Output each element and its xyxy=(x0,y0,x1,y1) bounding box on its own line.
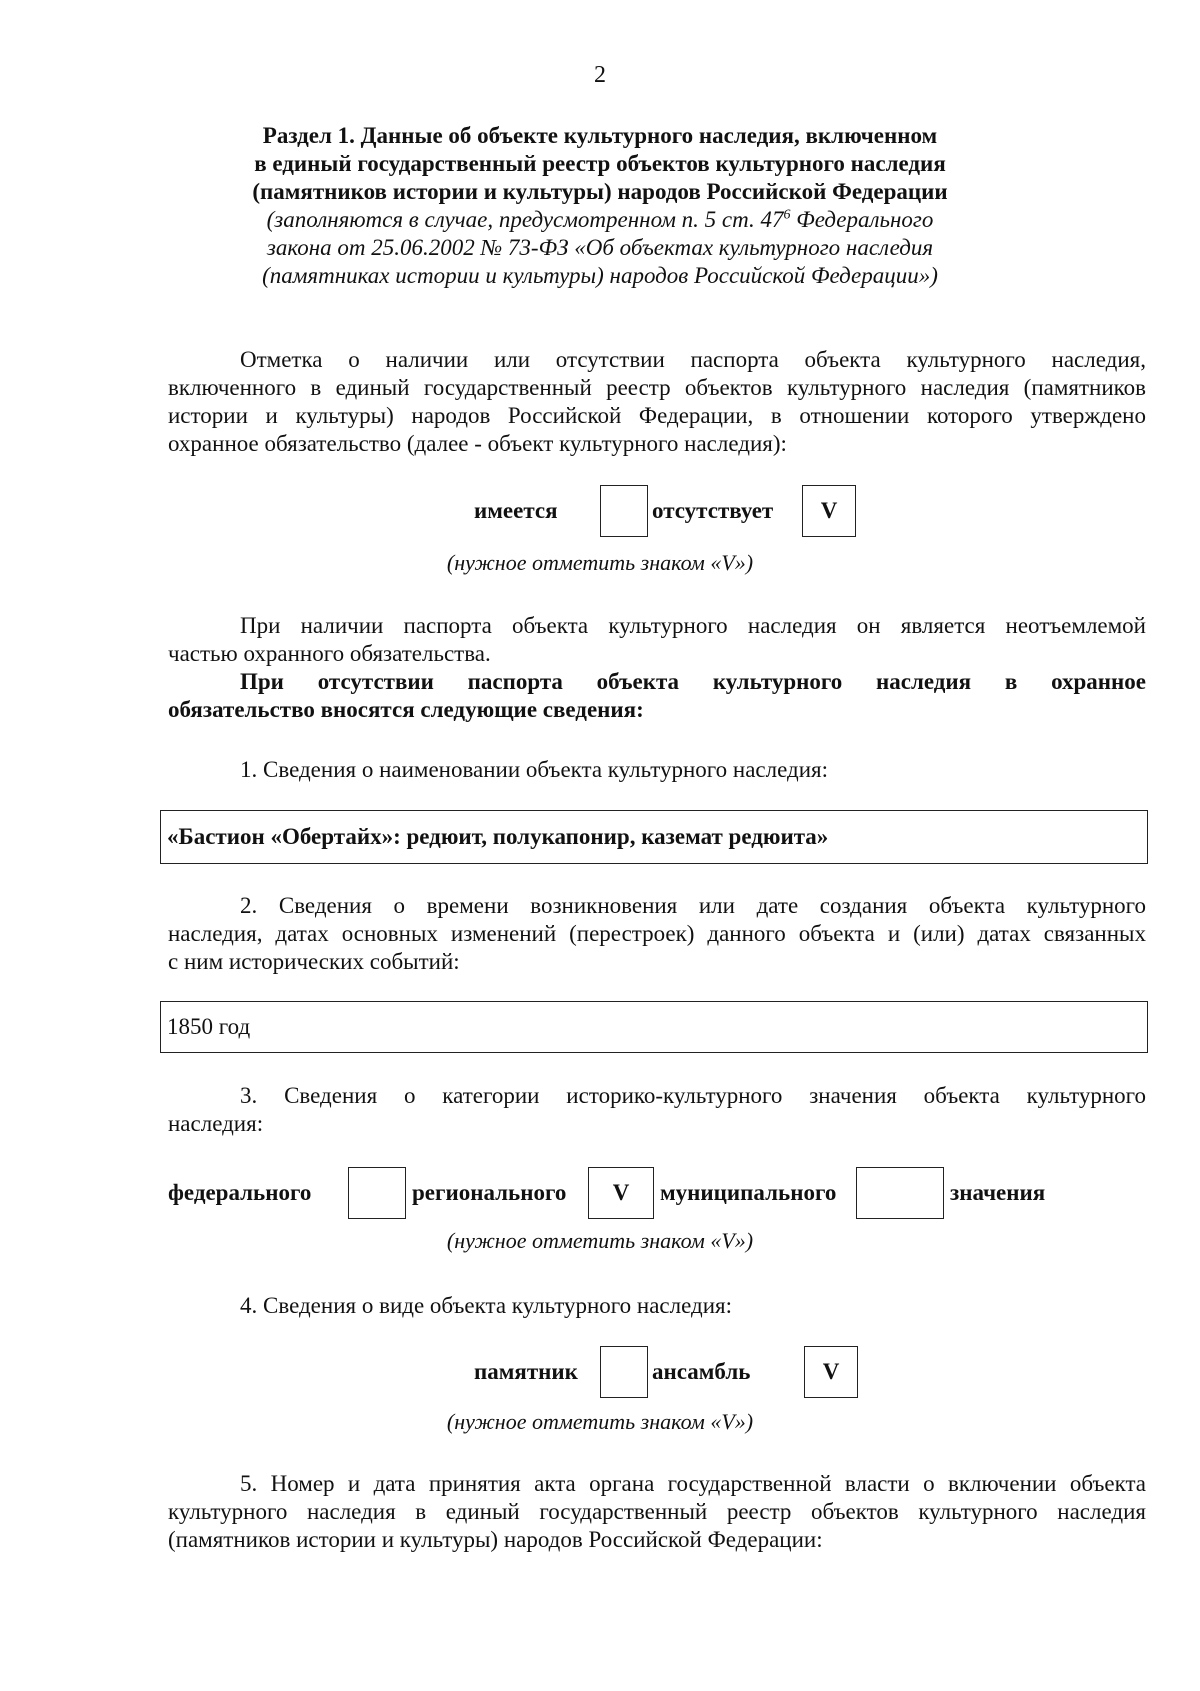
paragraph-line: с ним исторических событий: xyxy=(168,949,460,974)
paragraph-line: (памятников истории и культуры) народов Российской Федерации: xyxy=(168,1527,823,1552)
significance-note: (нужное отметить знаком «V») xyxy=(446,1228,754,1253)
option-ensemble-label: ансамбль xyxy=(652,1359,751,1384)
option-regional-checkbox[interactable]: V xyxy=(588,1167,654,1219)
paragraph-line: включенного в единый государственный реестр объектов культурного наследия (памятников xyxy=(168,375,1146,400)
option-regional-label: регионального xyxy=(412,1180,567,1205)
option-federal-label: федерального xyxy=(168,1180,312,1205)
section-2-paragraph xyxy=(168,892,1146,976)
heading-subtitle-line-1: (заполняются в случае, предусмотренном п. 5 ст. $47^6$ Федерального xyxy=(266,207,934,232)
passport-mark-paragraph xyxy=(168,346,1146,458)
significance-category-options xyxy=(168,1167,1045,1219)
heading-title-line-1: Раздел 1. Данные об объекте культурного наследия, включенном xyxy=(262,123,938,148)
section-5-paragraph xyxy=(168,1470,1146,1554)
option-present-label: имеется xyxy=(474,498,558,523)
heading-title-line-3: (памятников истории и культуры) народов Российской Федерации xyxy=(252,179,948,204)
heading-title-line-2: в единый государственный реестр объектов культурного наследия xyxy=(254,151,946,176)
creation-date-field: 1850 год xyxy=(160,1001,1148,1053)
option-absent-checkbox[interactable]: V xyxy=(802,485,856,537)
passport-info-paragraph xyxy=(168,612,1146,724)
option-ensemble-checkbox[interactable]: V xyxy=(804,1346,858,1398)
paragraph-line: частью охранного обязательства. xyxy=(168,641,491,666)
section-4-label xyxy=(168,1292,1146,1320)
passport-presence-options xyxy=(474,485,856,537)
option-monument-label: памятник xyxy=(474,1359,578,1384)
paragraph-line: наследия: xyxy=(168,1111,264,1136)
paragraph-line: истории и культуры) народов Российской Федерации, в отношении которого утверждено xyxy=(168,403,1146,428)
option-municipal-checkbox[interactable] xyxy=(856,1167,944,1219)
option-federal-checkbox[interactable] xyxy=(348,1167,406,1219)
object-type-options xyxy=(474,1346,858,1398)
paragraph-line: 4. Сведения о виде объекта культурного наследия: xyxy=(240,1293,732,1318)
section-heading xyxy=(150,122,1050,290)
section-3-paragraph xyxy=(168,1082,1146,1138)
page-number: 2 xyxy=(594,62,606,88)
section-1-label xyxy=(168,756,1146,784)
object-name-field: «Бастион «Обертайх»: редюит, полукапонир, каземат редюита» xyxy=(160,810,1148,864)
paragraph-line: охранное обязательство (далее - объект культурного наследия): xyxy=(168,431,787,456)
option-municipal-label: муниципального xyxy=(660,1180,837,1205)
option-absent-label: отсутствует xyxy=(652,498,774,523)
paragraph-line: 3. Сведения о категории историко-культурного значения объекта культурного xyxy=(240,1083,1146,1108)
paragraph-line: 1. Сведения о наименовании объекта культурного наследия: xyxy=(240,757,828,782)
significance-suffix-label: значения xyxy=(950,1180,1046,1205)
heading-subtitle-line-2: закона от 25.06.2002 № 73-ФЗ «Об объектах культурного наследия xyxy=(266,235,934,260)
heading-subtitle-line-3: (памятниках истории и культуры) народов Российской Федерации») xyxy=(262,263,938,288)
paragraph-line-bold: обязательство вносятся следующие сведения: xyxy=(168,697,644,722)
object-type-note: (нужное отметить знаком «V») xyxy=(446,1409,754,1434)
passport-mark-note: (нужное отметить знаком «V») xyxy=(446,550,754,575)
paragraph-line: Отметка о наличии или отсутствии паспорта объекта культурного наследия, xyxy=(240,347,1146,372)
paragraph-line: наследия, датах основных изменений (перестроек) данного объекта и (или) датах связанных xyxy=(168,921,1146,946)
paragraph-line: 5. Номер и дата принятия акта органа государственной власти о включении объекта xyxy=(240,1471,1146,1496)
paragraph-line-bold: При отсутствии паспорта объекта культурного наследия в охранное xyxy=(240,669,1146,694)
paragraph-line: культурного наследия в единый государственный реестр объектов культурного наследия xyxy=(168,1499,1146,1524)
option-monument-checkbox[interactable] xyxy=(600,1346,648,1398)
paragraph-line: При наличии паспорта объекта культурного наследия он является неотъемлемой xyxy=(240,613,1146,638)
option-present-checkbox[interactable] xyxy=(600,485,648,537)
paragraph-line: 2. Сведения о времени возникновения или дате создания объекта культурного xyxy=(240,893,1146,918)
